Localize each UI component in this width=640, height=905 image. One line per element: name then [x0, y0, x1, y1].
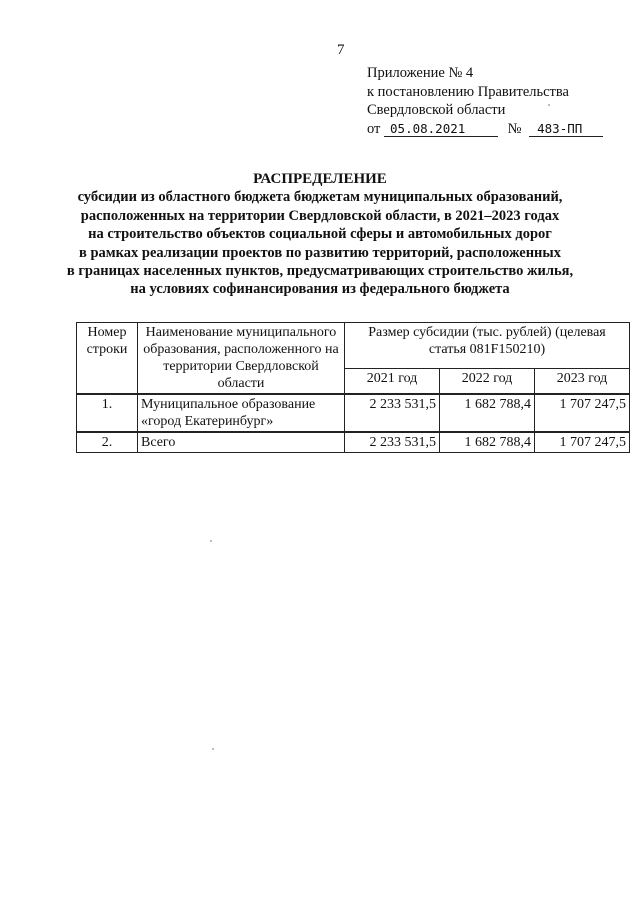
- document-title: РАСПРЕДЕЛЕНИЕ: [253, 171, 387, 187]
- appendix-block: [367, 64, 603, 138]
- heading-line: на строительство объектов социальной сферы и автомобильных дорог: [88, 226, 552, 243]
- row-number: 2.: [77, 432, 138, 453]
- total-2021: 2 233 531,5: [345, 432, 440, 453]
- decree-number: 483-ПП: [529, 122, 603, 137]
- appendix-line-2: к постановлению Правительства: [367, 83, 569, 100]
- row-number: 1.: [77, 394, 138, 432]
- scan-speck: [212, 748, 214, 750]
- subsidy-table: [76, 322, 630, 453]
- table-row: [77, 394, 630, 432]
- header-year-2023: 2023 год: [535, 369, 630, 395]
- header-year-2022: 2022 год: [440, 369, 535, 395]
- total-label: Всего: [138, 432, 345, 453]
- document-heading: [40, 170, 600, 299]
- number-sign: №: [507, 120, 522, 137]
- value-2022: 1 682 788,4: [440, 394, 535, 432]
- header-subsidy-amount: Размер субсидии (тыс. рублей) (целевая статья 081F150210): [345, 323, 630, 369]
- page-number: 7: [337, 42, 345, 58]
- appendix-line-1: Приложение № 4: [367, 65, 474, 81]
- date-prefix: от: [367, 120, 381, 137]
- appendix-date-line: [367, 120, 603, 139]
- scan-speck: [210, 540, 212, 542]
- table-row-total: [77, 432, 630, 453]
- value-2021: 2 233 531,5: [345, 394, 440, 432]
- total-2022: 1 682 788,4: [440, 432, 535, 453]
- decree-date: 05.08.2021: [384, 122, 498, 137]
- scan-speck: [548, 104, 550, 106]
- heading-line: в рамках реализации проектов по развитию территорий, расположенных: [79, 244, 561, 261]
- heading-line: расположенных на территории Свердловской области, в 2021–2023 годах: [80, 207, 560, 224]
- heading-line: субсидии из областного бюджета бюджетам муниципальных образований,: [77, 189, 563, 206]
- heading-line: в границах населенных пунктов, предусматривающих строительство жилья,: [66, 263, 574, 280]
- total-2023: 1 707 247,5: [535, 432, 630, 453]
- appendix-line-3: Свердловской области: [367, 102, 506, 118]
- header-municipality: Наименование муниципального образования, расположенного на территории Свердловской области: [138, 323, 345, 395]
- heading-line: на условиях софинансирования из федерального бюджета: [130, 281, 510, 298]
- header-year-2021: 2021 год: [345, 369, 440, 395]
- header-row-number: Номер строки: [77, 323, 138, 395]
- table-header-row: [77, 323, 630, 369]
- municipality-name: Муниципальное образование «город Екатеринбург»: [138, 394, 345, 432]
- value-2023: 1 707 247,5: [535, 394, 630, 432]
